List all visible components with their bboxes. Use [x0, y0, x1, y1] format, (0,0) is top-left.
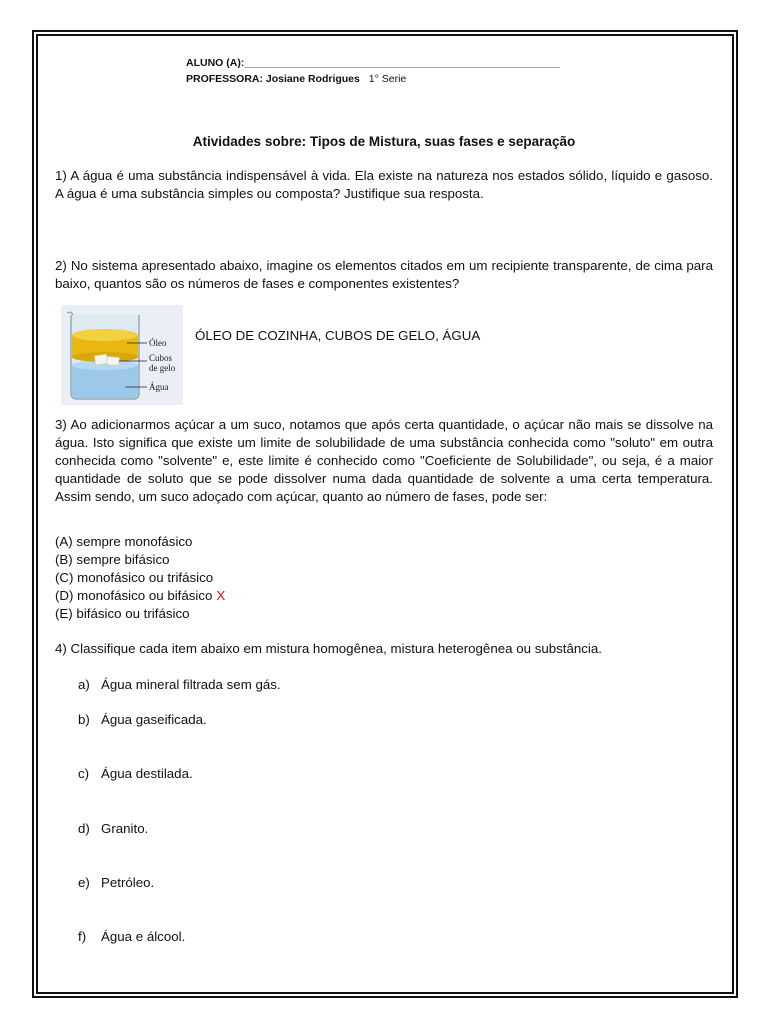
beaker-figure [61, 305, 183, 405]
teacher-line [186, 73, 406, 85]
label-oleo: Óleo [149, 338, 167, 348]
question-2: 2) No sistema apresentado abaixo, imagine os elementos citados em um recipiente transparente, de cima para baixo, quantos são os números de fases e componentes existentes? [55, 258, 713, 291]
question-4: 4) Classifique cada item abaixo em mistura homogênea, mistura heterogênea ou substância. [55, 641, 602, 656]
item-text: Água gaseificada. [101, 712, 207, 727]
answer-mark: X [216, 588, 226, 603]
q4-item-d [0, 821, 768, 839]
label-agua: Água [149, 382, 169, 392]
question-3: 3) Ao adicionarmos açúcar a um suco, notamos que após certa quantidade, o açúcar não mais se dissolve na água. Isto significa que existe um limite de solubilidade de uma substância conhecida como "soluto" em outra conhecida como "solvente" e, este limite é conhecido como "Coeficiente de Solubilidade", ou seja, é a maior quantidade de soluto que se pode dissolver numa dada quantidade de solvente a uma certa temperatura. Assim sendo, um suco adoçado com açúcar, quanto ao número de fases, pode ser: [55, 417, 713, 504]
q4-item-f [0, 929, 768, 947]
q4-item-c [0, 766, 768, 784]
item-label: f) [78, 929, 87, 944]
item-text: Água mineral filtrada sem gás. [101, 677, 281, 692]
grade-label: 1° Serie [368, 73, 407, 85]
q4-item-a [0, 677, 768, 695]
label-cubos: Cubos [149, 353, 173, 363]
item-label: e) [78, 875, 90, 890]
item-label: a) [78, 677, 90, 692]
label-de-gelo: de gelo [149, 363, 176, 373]
student-name-line[interactable] [186, 57, 560, 69]
option-d: (D) monofásico ou bifásico [55, 588, 213, 603]
beaker-illustration [61, 305, 183, 405]
worksheet-title: Atividades sobre: Tipos de Mistura, suas fases e separação [192, 134, 576, 149]
question-1: 1) A água é uma substância indispensável à vida. Ela existe na natureza nos estados sólido, líquido e gasoso. A água é uma substância simples ou composta? Justifique sua resposta. [55, 168, 713, 201]
option-b: (B) sempre bifásico [55, 552, 170, 567]
item-label: b) [78, 712, 90, 727]
student-blank: ______________________________________________________ [244, 57, 560, 69]
teacher-label: PROFESSORA: Josiane Rodrigues [186, 73, 360, 85]
item-label: d) [78, 821, 90, 836]
option-a: (A) sempre monofásico [55, 534, 193, 549]
item-label: c) [78, 766, 90, 781]
option-d-row [55, 587, 225, 605]
q4-item-e [0, 875, 768, 893]
q4-item-b [0, 712, 768, 730]
item-text: Água destilada. [101, 766, 193, 781]
option-e: (E) bifásico ou trifásico [55, 606, 190, 621]
item-text: Água e álcool. [101, 929, 186, 944]
student-label: ALUNO (A): [186, 57, 245, 69]
option-c: (C) monofásico ou trifásico [55, 570, 214, 585]
question-2-components: ÓLEO DE COZINHA, CUBOS DE GELO, ÁGUA [195, 328, 481, 343]
item-text: Granito. [101, 821, 149, 836]
item-text: Petróleo. [101, 875, 155, 890]
